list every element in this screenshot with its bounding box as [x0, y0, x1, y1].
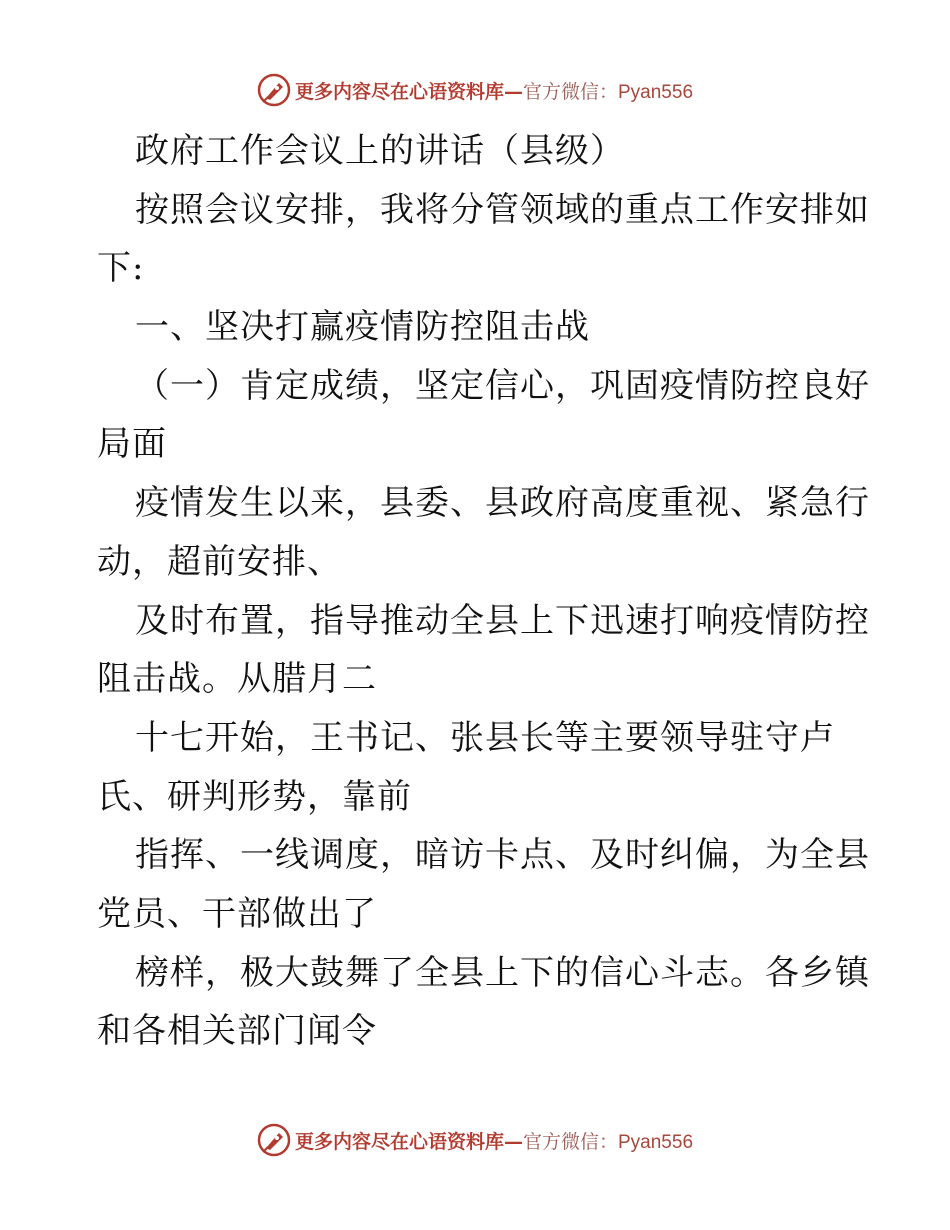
- document-body: [97, 122, 870, 1061]
- paragraph-line: 下:: [97, 248, 145, 289]
- paragraph-line: 及时布置，指导推动全县上下迅速打响疫情防控: [135, 600, 870, 641]
- pen-nib-icon: [257, 73, 291, 107]
- footer-watermark: [0, 1120, 950, 1160]
- paragraph-line: 疫情发生以来，县委、县政府高度重视、紧急行: [135, 483, 870, 524]
- subsection-heading: （一）肯定成绩，坚定信心，巩固疫情防控良好: [135, 365, 870, 406]
- paragraph-line: 氏、研判形势，靠前: [97, 776, 412, 817]
- paragraph-line: 党员、干部做出了: [97, 893, 377, 934]
- paragraph-line: 按照会议安排，我将分管领域的重点工作安排如: [135, 189, 870, 230]
- section-heading: 一、坚决打赢疫情防控阻击战: [135, 307, 590, 348]
- document-title: 政府工作会议上的讲话（县级）: [135, 131, 625, 171]
- paragraph-line: 指挥、一线调度，暗访卡点、及时纠偏，为全县: [135, 835, 870, 876]
- paragraph-line: 十七开始，王书记、张县长等主要领导驻守卢: [135, 717, 835, 758]
- paragraph-line: 榜样，极大鼓舞了全县上下的信心斗志。各乡镇: [135, 952, 870, 993]
- watermark-text: 更多内容尽在心语资料库—官方微信：Pyan556: [294, 80, 694, 103]
- paragraph-line: 阻击战。从腊月二: [97, 659, 377, 700]
- watermark-text: 更多内容尽在心语资料库—官方微信：Pyan556: [294, 1130, 694, 1153]
- paragraph-line: 和各相关部门闻令: [97, 1011, 377, 1052]
- pen-nib-icon: [257, 1123, 291, 1157]
- header-watermark: [0, 70, 950, 110]
- subsection-heading-continued: 局面: [97, 424, 167, 465]
- paragraph-line: 动，超前安排、: [97, 541, 342, 582]
